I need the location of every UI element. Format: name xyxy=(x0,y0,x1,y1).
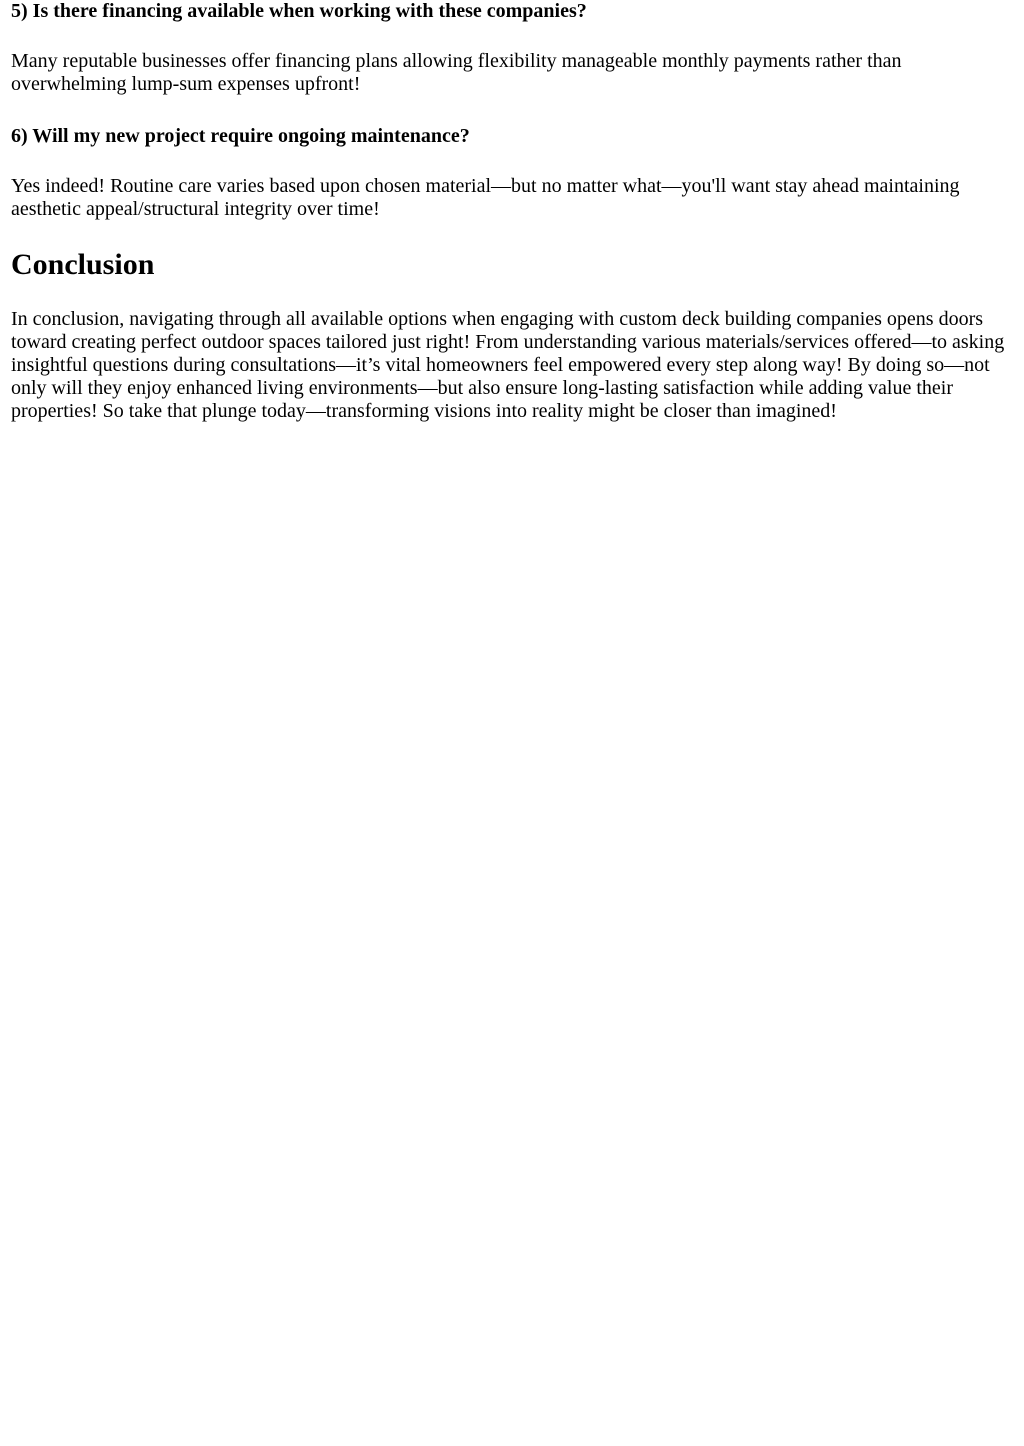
faq-answer-6: Yes indeed! Routine care varies based upon chosen material—but no matter what—you'll want stay ahead maintaining aesthetic appeal/structural integrity over time! xyxy=(11,175,960,220)
conclusion-paragraph: In conclusion, navigating through all available options when engaging with custom deck building companies opens doors toward creating perfect outdoor spaces tailored just right! From understanding various materials/services offered—to asking insightful questions during consultations—it’s vital homeowners feel empowered every step along way! By doing so—not only will they enjoy enhanced living environments—but also ensure long-lasting satisfaction while adding value their properties! So take that plunge today—transforming visions into reality might be closer than imagined! xyxy=(11,308,1005,422)
conclusion-heading: Conclusion xyxy=(11,248,155,281)
faq-answer-5: Many reputable businesses offer financing plans allowing flexibility manageable monthly payments rather than overwhelming lump-sum expenses upfront! xyxy=(11,50,902,95)
faq-question-6: 6) Will my new project require ongoing maintenance? xyxy=(11,125,470,147)
faq-question-5: 5) Is there financing available when working with these companies? xyxy=(11,0,587,22)
